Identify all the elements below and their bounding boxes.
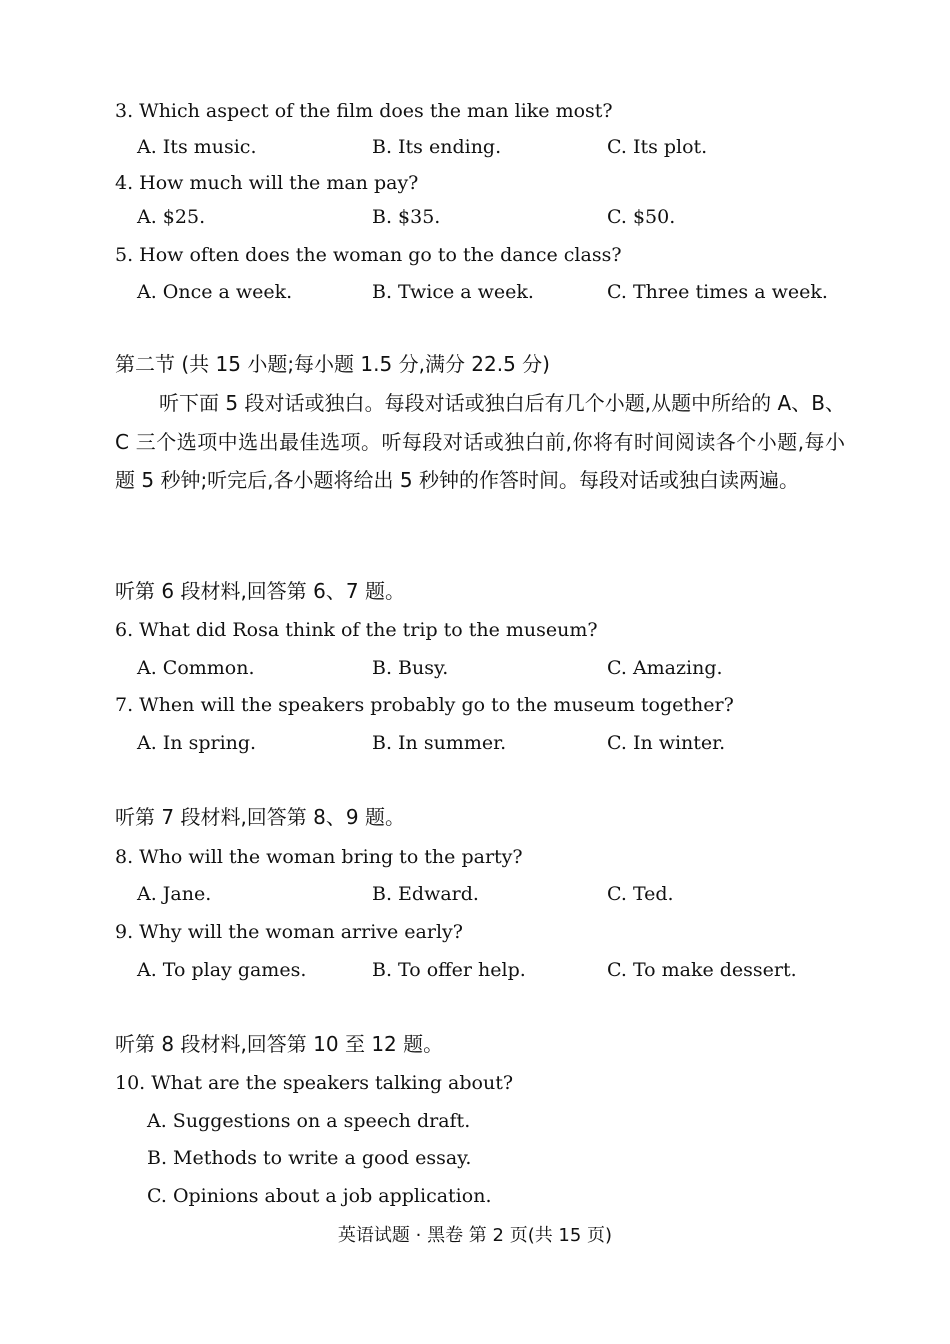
- q6-option-a: A. Common.: [137, 657, 255, 679]
- q5-option-b: B. Twice a week.: [372, 281, 534, 303]
- q5-option-c: C. Three times a week.: [607, 281, 828, 303]
- q4-option-b: B. $35.: [372, 206, 441, 228]
- section-2-instructions: 听下面 5 段对话或独白。每段对话或独白后有几个小题,从题中所给的 A、B、C 三个选项中选出最佳选项。听每段对话或独白前,你将有时间阅读各个小题,每小题 5 秒钟;听完后,各小题将给出 5 秒钟的作答时间。每段对话或独白读两遍。: [115, 391, 845, 492]
- q9-option-a: A. To play games.: [137, 959, 307, 981]
- q3-option-b: B. Its ending.: [372, 136, 502, 158]
- section-2-heading: 第二节 (共 15 小题;每小题 1.5 分,满分 22.5 分): [115, 352, 550, 376]
- q8-option-c: C. Ted.: [607, 883, 674, 905]
- question-9: 9. Why will the woman arrive early?: [115, 921, 463, 943]
- page-footer: 英语试题 · 黑卷 第 2 页(共 15 页): [337, 1225, 613, 1246]
- question-8: 8. Who will the woman bring to the party?: [115, 846, 523, 868]
- question-3: 3. Which aspect of the film does the man like most?: [115, 100, 613, 122]
- question-10: 10. What are the speakers talking about?: [115, 1072, 514, 1094]
- group-label-7: 听第 7 段材料,回答第 8、9 题。: [115, 805, 405, 829]
- q7-option-c: C. In winter.: [607, 732, 726, 754]
- q8-option-a: A. Jane.: [137, 883, 212, 905]
- q7-option-a: A. In spring.: [137, 732, 257, 754]
- q10-option-a: A. Suggestions on a speech draft.: [147, 1110, 471, 1132]
- group-label-8: 听第 8 段材料,回答第 10 至 12 题。: [115, 1032, 444, 1056]
- q10-option-b: B. Methods to write a good essay.: [147, 1147, 472, 1169]
- q3-option-a: A. Its music.: [137, 136, 257, 158]
- question-6: 6. What did Rosa think of the trip to the museum?: [115, 619, 598, 641]
- q8-option-b: B. Edward.: [372, 883, 479, 905]
- q6-option-c: C. Amazing.: [607, 657, 723, 679]
- group-label-6: 听第 6 段材料,回答第 6、7 题。: [115, 579, 405, 603]
- q4-option-c: C. $50.: [607, 206, 676, 228]
- question-7: 7. When will the speakers probably go to the museum together?: [115, 694, 734, 716]
- q9-option-c: C. To make dessert.: [607, 959, 797, 981]
- q6-option-b: B. Busy.: [372, 657, 449, 679]
- q10-option-c: C. Opinions about a job application.: [147, 1185, 492, 1207]
- q4-option-a: A. $25.: [137, 206, 206, 228]
- question-4: 4. How much will the man pay?: [115, 172, 419, 194]
- q7-option-b: B. In summer.: [372, 732, 507, 754]
- q3-option-c: C. Its plot.: [607, 136, 708, 158]
- q9-option-b: B. To offer help.: [372, 959, 526, 981]
- q5-option-a: A. Once a week.: [137, 281, 293, 303]
- question-5: 5. How often does the woman go to the dance class?: [115, 244, 622, 266]
